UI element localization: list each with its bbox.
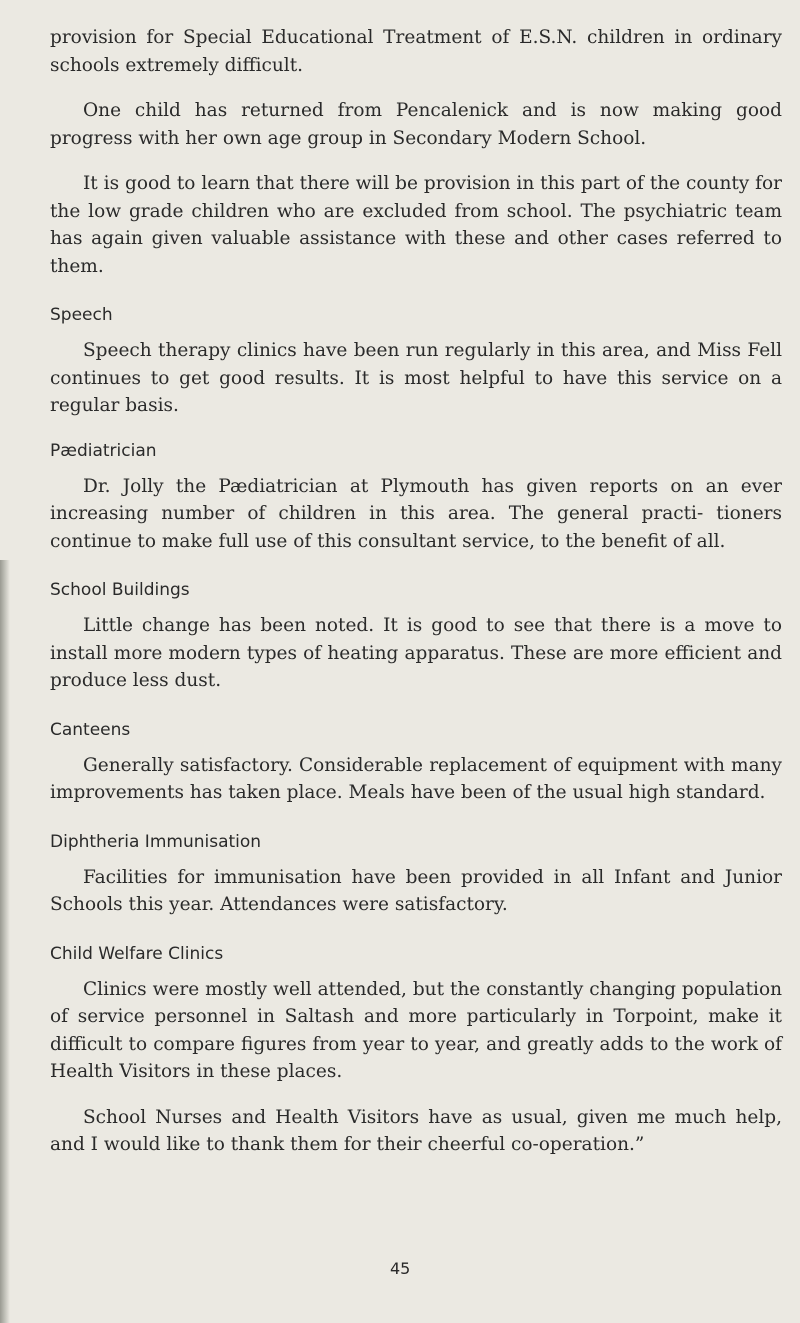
section-child-welfare — [50, 941, 782, 1159]
section-heading-paediatrician: Pædiatrician — [50, 440, 157, 461]
section-speech — [50, 302, 782, 420]
section-text-canteens: Generally satisfactory. Considerable replacement of equipment with many improvements has taken place. Meals have been of the usual high standard. — [50, 754, 782, 803]
paragraph-esn-provision: provision for Special Educational Treatment of E.S.N. children in ordinary schools extremely difficult. — [50, 27, 782, 76]
section-heading-speech: Speech — [50, 305, 113, 325]
page-number: 45 — [390, 1259, 411, 1278]
section-diphtheria — [50, 829, 782, 919]
section-canteens — [50, 717, 782, 807]
section-text-paediatrician: Dr. Jolly the Pædiatrician at Plymouth has given reports on an ever increasing number of children in this area. The general practi- tioners continue to make full use of this consultant service, to the benefit of all. — [50, 475, 782, 552]
document-page — [50, 24, 782, 1159]
paragraph-low-grade-provision: It is good to learn that there will be provision in this part of the county for the low grade children who are excluded from school. The psychiatric team has again given valuable assistance with these and other cases referred to them. — [50, 173, 782, 277]
page-edge-shadow — [0, 560, 10, 1323]
section-text-child-welfare: Clinics were mostly well attended, but the constantly changing population of service personnel in Saltash and more particularly in Torpoint, make it difficult to compare figures from year to year, and greatly adds to the work of Health Visitors in these places. — [50, 978, 782, 1082]
section-text-closing-thanks: School Nurses and Health Visitors have as usual, given me much help, and I would like to thank them for their cheerful co-operation.” — [50, 1106, 782, 1155]
section-heading-child-welfare: Child Welfare Clinics — [50, 943, 224, 964]
section-heading-diphtheria: Diphtheria Immunisation — [50, 831, 262, 852]
section-school-buildings — [50, 577, 782, 695]
section-text-diphtheria: Facilities for immunisation have been provided in all Infant and Junior Schools this year. Attendances were satisfactory. — [50, 866, 782, 915]
section-text-school-buildings: Little change has been noted. It is good to see that there is a move to install more modern types of heating apparatus. These are more efficient and produce less dust. — [50, 615, 782, 691]
paragraph-pencalenick: One child has returned from Pencalenick and is now making good progress with her own age group in Secondary Modern School. — [50, 100, 782, 149]
section-text-speech: Speech therapy clinics have been run regularly in this area, and Miss Fell continues to get good results. It is most helpful to have this service on a regular basis. — [50, 340, 782, 416]
section-heading-canteens: Canteens — [50, 719, 131, 740]
section-paediatrician — [50, 438, 782, 556]
section-heading-school-buildings: School Buildings — [50, 580, 190, 600]
